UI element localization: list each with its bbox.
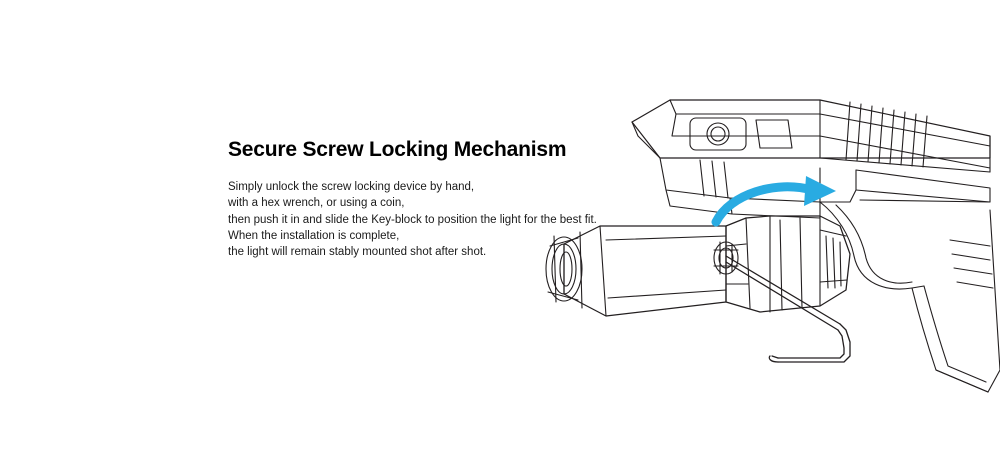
rotation-arrow: [716, 176, 836, 222]
key-block-mount: [726, 216, 850, 312]
page-title: Secure Screw Locking Mechanism: [228, 138, 567, 161]
description-line-1: Simply unlock the screw locking device by hand,: [228, 181, 475, 194]
product-illustration: [520, 40, 1000, 400]
pistol-light-drawing: [520, 40, 1000, 420]
description-line-5: the light will remain stably mounted shot after shot.: [228, 245, 487, 258]
trigger-guard: [820, 202, 924, 289]
description-line-3: then push it in and slide the Key-block to position the light for the best fit.: [228, 213, 597, 226]
grip: [912, 210, 1000, 392]
slide-details: [690, 118, 792, 150]
description-line-2: with a hex wrench, or using a coin,: [228, 197, 405, 210]
description-line-4: When the installation is complete,: [228, 229, 400, 242]
pistol-slide: [632, 100, 990, 172]
weapon-light-body: [564, 226, 726, 316]
